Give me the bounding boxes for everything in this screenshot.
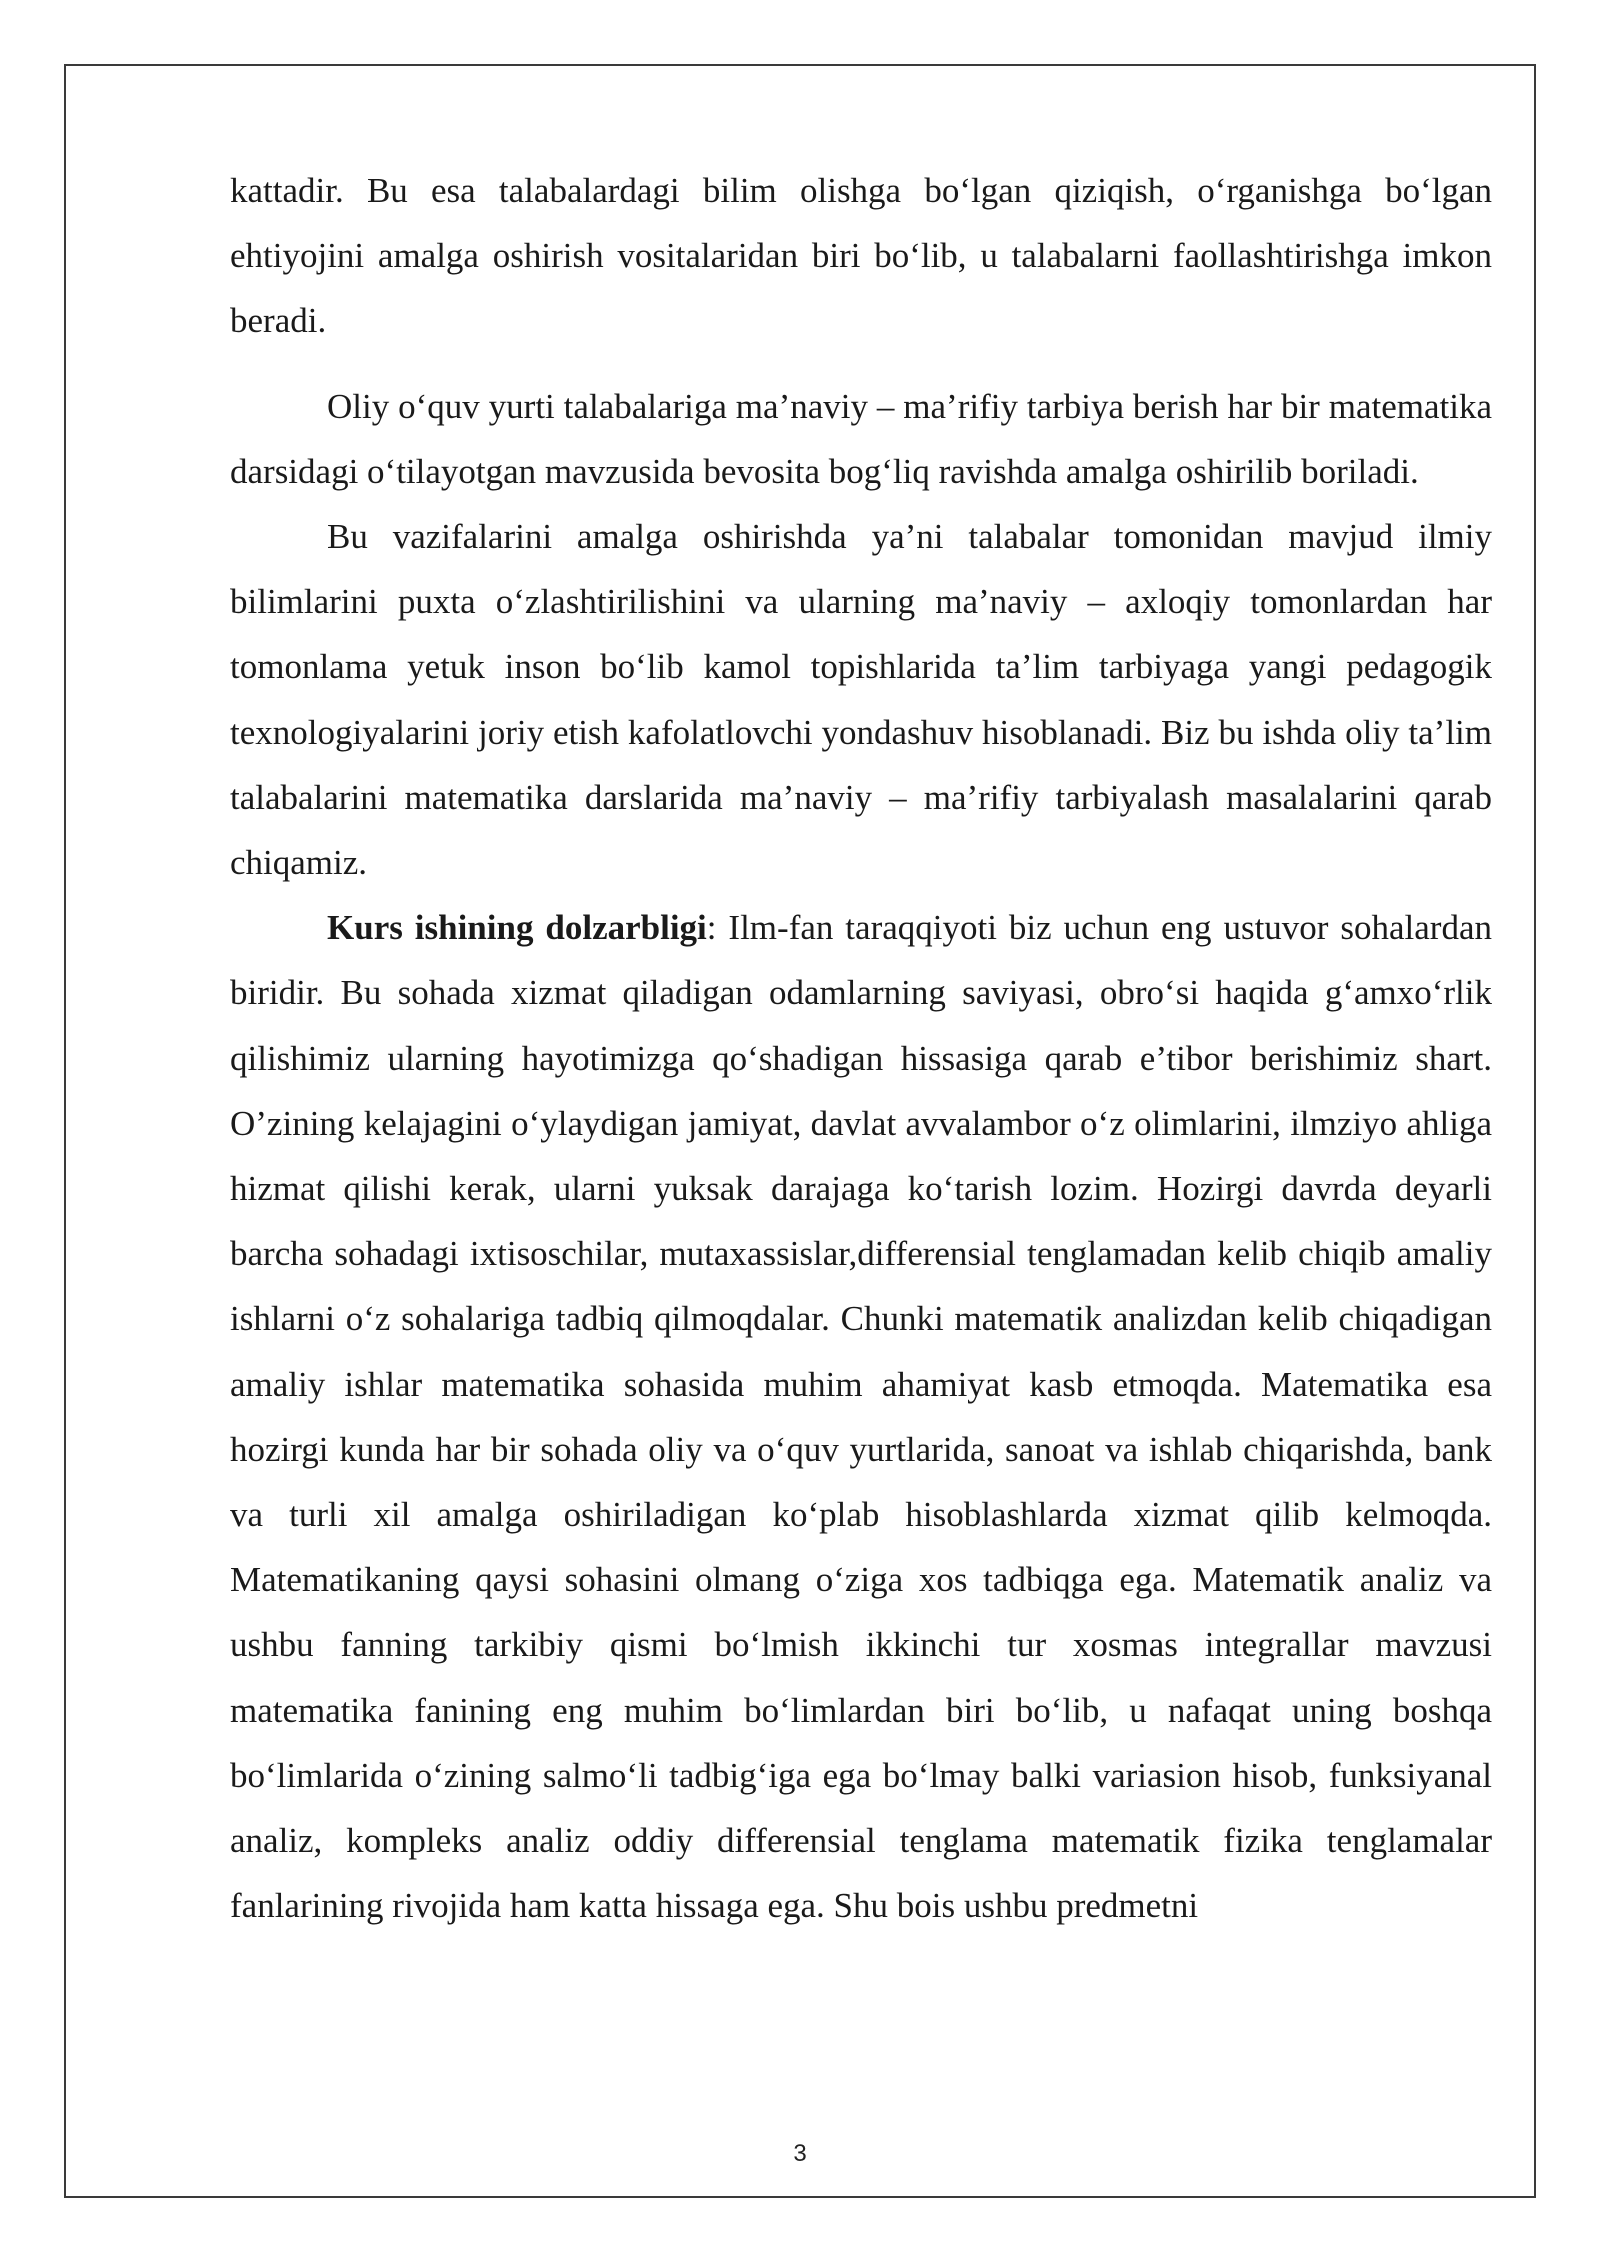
relevance-body: : Ilm-fan taraqqiyoti biz uchun eng ustuvor sohalardan biridir. Bu sohada xizmat qiladigan odamlarning saviyasi, obro‘si haqida g‘amxo‘rlik qilishimiz ularning hayotimizga qo‘shadigan hissasiga qarab e’tibor berishimiz shart. O’zining kelajagini o‘ylaydigan jamiyat, davlat avvalambor o‘z olimlarini, ilmziyo ahliga hizmat qilishi kerak, ularni yuksak darajaga ko‘tarish lozim. Hozirgi davrda deyarli barcha sohadagi ixtisoschilar, mutaxassislar,differensial tenglamadan kelib chiqib amaliy ishlarni o‘z sohalariga tadbiq qilmoqdalar. Chunki matematik analizdan kelib chiqadigan amaliy ishlar matematika sohasida muhim ahamiyat kasb etmoqda. Matematika esa hozirgi kunda har bir sohada oliy va o‘quv yurtlarida, sanoat va ishlab chiqarishda, bank va turli xil amalga oshiriladigan ko‘plab hisoblashlarda xizmat qilib kelmoqda. Matematikaning qaysi sohasini olmang o‘ziga xos tadbiqga ega. Matematik analiz va ushbu fanning tarkibiy qismi bo‘lmish ikkinchi tur xosmas integrallar mavzusi matematika fanining eng muhim bo‘limlardan biri bo‘lib, u nafaqat uning boshqa bo‘limlarida o‘zining salmo‘li tadbig‘iga ega bo‘lmay balki variasion hisob, funksiyanal analiz, kompleks analiz oddiy differensial tenglama matematik fizika tenglamalar fanlarining rivojida ham katta hissaga ega. Shu bois ushbu predmetni	[230, 908, 1492, 1926]
document-body	[230, 158, 1492, 1938]
paragraph-relevance	[230, 895, 1492, 1938]
page-number: 3	[793, 2140, 807, 2167]
paragraph-continuation: kattadir. Bu esa talabalardagi bilim olishga bo‘lgan qiziqish, o‘rganishga bo‘lgan ehtiyojini amalga oshirish vositalaridan biri bo‘lib, u talabalarni faollashtirishga imkon beradi.	[230, 171, 1492, 341]
paragraph-tasks: Bu vazifalarini amalga oshirishda ya’ni talabalar tomonidan mavjud ilmiy bilimlarini puxta o‘zlashtirilishini va ularning ma’naviy – axloqiy tomonlardan har tomonlama yetuk inson bo‘lib kamol topishlarida ta’lim tarbiyaga yangi pedagogik texnologiyalarini joriy etish kafolatlovchi yondashuv hisoblanadi. Biz bu ishda oliy ta’lim talabalarini matematika darslarida ma’naviy – ma’rifiy tarbiyalash masalalarini qarab chiqamiz.	[230, 517, 1492, 883]
paragraph-spiritual-education: Oliy o‘quv yurti talabalariga ma’naviy – ma’rifiy tarbiya berish har bir matematika darsidagi o‘tilayotgan mavzusida bevosita bog‘liq ravishda amalga oshirilib boriladi.	[230, 386, 1492, 491]
relevance-heading: Kurs ishining dolzarbligi	[327, 908, 707, 948]
